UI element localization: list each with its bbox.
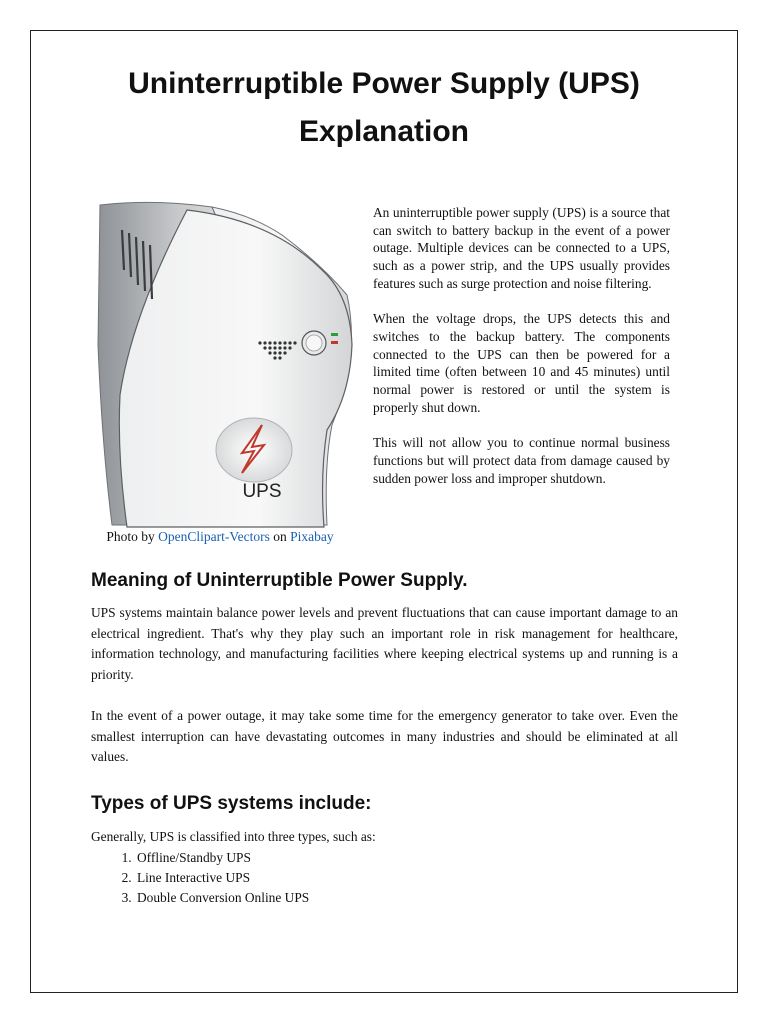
types-section — [91, 827, 678, 908]
meaning-heading: Meaning of Uninterruptible Power Supply. — [91, 570, 468, 591]
ups-logo-text: UPS — [242, 481, 282, 502]
intro-text — [373, 204, 670, 505]
meaning-paragraph-1-text: UPS systems maintain balance power levels and prevent fluctuations that can cause important damage to an electrical ingredient. That's why they play such an important role in risk management for healthcare, information technology, and manufacturing facilities where keeping electrical systems up and running is a priority. — [91, 605, 678, 682]
list-item: 1. Offline/Standby UPS — [135, 848, 678, 868]
title-line-1: Uninterruptible Power Supply (UPS) — [128, 67, 640, 100]
title-line-2: Explanation — [298, 115, 470, 148]
types-list — [91, 848, 678, 909]
meaning-paragraph-2 — [91, 706, 678, 768]
intro-paragraph-3: This will not allow you to continue normal business functions but will protect data from damage caused by sudden power loss and improper shutdown. — [373, 435, 670, 486]
image-caption — [60, 528, 380, 546]
list-item: 3. Double Conversion Online UPS — [135, 888, 678, 908]
meaning-paragraph-2-text: In the event of a power outage, it may take some time for the emergency generator to take over. Even the smallest interruption can have devastating outcomes in many industries and should be eliminated at all values. — [91, 708, 678, 764]
intro-paragraph-2: When the voltage drops, the UPS detects this and switches to the backup battery. The components connected to the UPS can then be powered for a limited time (often between 10 and 45 minutes) until normal power is restored or until the system is properly shut down. — [373, 311, 670, 415]
types-heading: Types of UPS systems include: — [91, 793, 372, 814]
ups-illustration — [92, 195, 357, 530]
caption-author-link[interactable]: OpenClipart-Vectors — [158, 529, 270, 544]
caption-site-link[interactable]: Pixabay — [290, 529, 334, 544]
list-item: 2. Line Interactive UPS — [135, 868, 678, 888]
caption-prefix: Photo by — [106, 529, 155, 544]
meaning-paragraph-1 — [91, 603, 678, 685]
types-intro: Generally, UPS is classified into three types, such as: — [91, 829, 376, 844]
document-title — [40, 60, 728, 156]
caption-mid: on — [273, 529, 287, 544]
intro-paragraph-1: An uninterruptible power supply (UPS) is a source that can switch to battery backup in the event of a power outage. Multiple devices can be connected to a UPS, such as a power strip, and the UPS usually provides features such as surge protection and noise filtering. — [373, 205, 670, 291]
